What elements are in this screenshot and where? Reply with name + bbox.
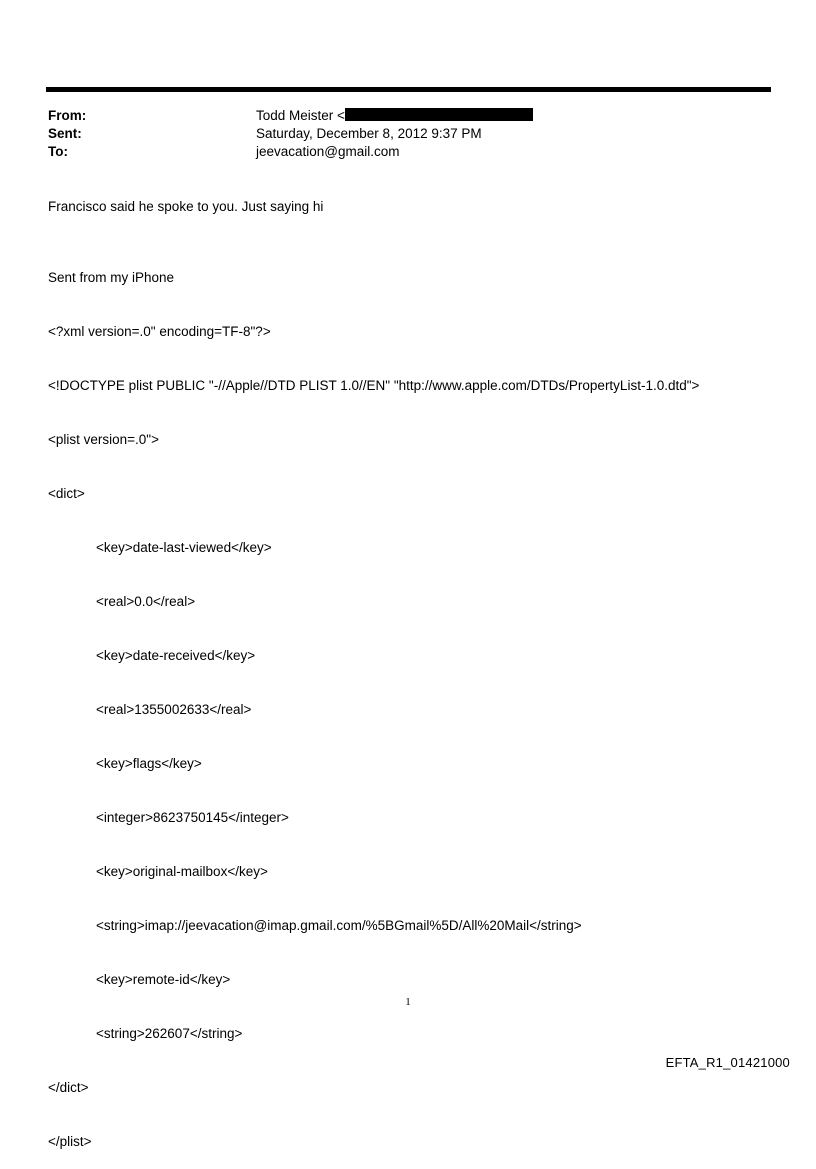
- plist-entry: <real>0.0</real>: [96, 594, 196, 609]
- xml-declaration: <?xml version=.0" encoding=TF-8"?>: [48, 324, 271, 339]
- message-body: Francisco said he spoke to you. Just saying hi: [48, 199, 324, 214]
- plist-entry: <key>date-last-viewed</key>: [96, 540, 272, 555]
- from-name: Todd Meister <: [256, 108, 345, 123]
- sent-value: Saturday, December 8, 2012 9:37 PM: [256, 126, 482, 141]
- plist-block: [48, 233, 699, 1169]
- doctype-line: <!DOCTYPE plist PUBLIC "-//Apple//DTD PLIST 1.0//EN" "http://www.apple.com/DTDs/PropertyList-1.0.dtd">: [48, 378, 700, 393]
- dict-open: <dict>: [48, 486, 85, 501]
- plist-entry: <string>imap://jeevacation@imap.gmail.com/%5BGmail%5D/All%20Mail</string>: [96, 918, 582, 933]
- dict-close: </dict>: [48, 1080, 89, 1095]
- plist-entry: <key>date-received</key>: [96, 648, 256, 663]
- plist-entry: <key>remote-id</key>: [96, 972, 231, 987]
- from-value: [256, 107, 533, 125]
- from-label: From:: [48, 108, 87, 123]
- plist-close: </plist>: [48, 1134, 92, 1149]
- plist-entry: <key>flags</key>: [96, 756, 202, 771]
- plist-open: <plist version=.0">: [48, 432, 159, 447]
- plist-entry: <key>original-mailbox</key>: [96, 864, 268, 879]
- bates-number: EFTA_R1_01421000: [665, 1055, 790, 1070]
- signature-line: Sent from my iPhone: [48, 270, 175, 285]
- to-label: To:: [48, 144, 68, 159]
- plist-entry: <real>1355002633</real>: [96, 702, 252, 717]
- page-number: 1: [405, 996, 411, 1008]
- plist-entry: <string>262607</string>: [96, 1026, 243, 1041]
- to-value: jeevacation@gmail.com: [256, 144, 400, 159]
- redaction-block: [345, 108, 533, 121]
- plist-entry: <integer>8623750145</integer>: [96, 810, 289, 825]
- sent-label: Sent:: [48, 126, 82, 141]
- header-divider: [46, 87, 771, 92]
